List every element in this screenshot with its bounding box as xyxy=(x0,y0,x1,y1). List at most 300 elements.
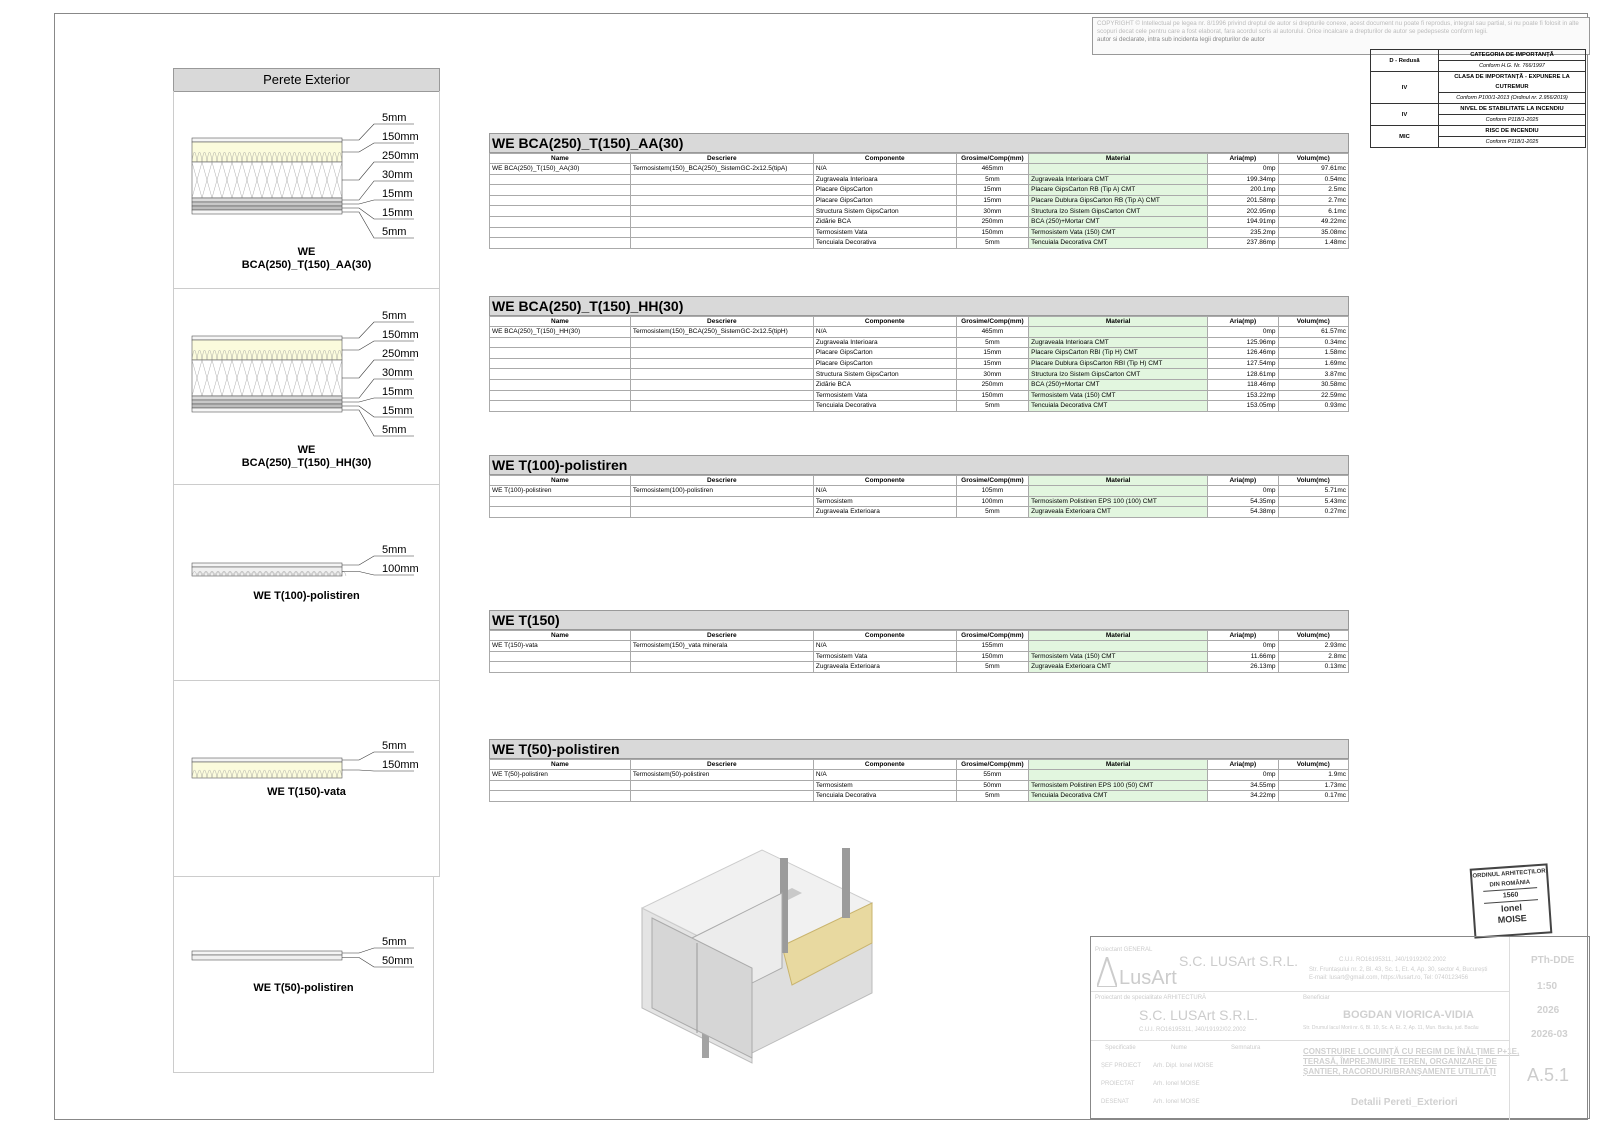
column-header: Grosime/Comp(mm) xyxy=(956,154,1028,164)
tb-beneficiary-addr: Str. Drumul lacul Morii nr. 6, Bl. 10, Sc. A, Et. 2, Ap. 11, Mun. Bacău, jud. Bacău xyxy=(1303,1025,1479,1031)
table-cell: 5mm xyxy=(956,337,1028,348)
wall-type-table-title: WE T(100)-polistiren xyxy=(489,455,1349,475)
leader-line xyxy=(342,406,414,417)
table-cell: 202.95mp xyxy=(1208,206,1278,217)
table-cell: 49.22mc xyxy=(1278,216,1348,227)
table-cell: 34.55mp xyxy=(1208,780,1278,791)
table-cell: 61.57mc xyxy=(1278,327,1348,338)
column-header: Aria(mp) xyxy=(1208,476,1278,486)
table-header-row xyxy=(490,154,1349,164)
tb-project-title: CONSTRUIRE LOCUINȚĂ CU REGIM DE ÎNĂLȚIME P+1E, TERASĂ, ÎMPREJMUIRE TEREN, ORGANIZARE DE ȘANTIER, RACORDURI/BRANȘAMENTE UTILITĂȚI xyxy=(1303,1047,1520,1076)
column-header: Material xyxy=(1029,476,1208,486)
table-row xyxy=(490,216,1349,227)
leader-line xyxy=(342,181,414,200)
table-cell: 1.9mc xyxy=(1278,770,1348,781)
column-header: Material xyxy=(1029,760,1208,770)
table-cell: 50mm xyxy=(956,780,1028,791)
layer-thickness-label: 150mm xyxy=(382,329,419,341)
wall-section-drawing xyxy=(174,681,441,881)
table-row xyxy=(490,651,1349,662)
importance-key: D - Redusă xyxy=(1371,50,1439,72)
table-cell: BCA (250)+Mortar CMT xyxy=(1029,216,1208,227)
tb-role: DESENAT xyxy=(1101,1099,1129,1105)
table-cell xyxy=(630,662,813,673)
column-header: Volum(mc) xyxy=(1278,476,1348,486)
wall-3d-illustration xyxy=(632,848,892,1078)
table-cell xyxy=(630,238,813,249)
table-cell: Placare GipsCarton RBI (Tip H) CMT xyxy=(1029,348,1208,359)
wall-type-table-grid xyxy=(489,630,1349,673)
wall-detail-name xyxy=(174,246,439,272)
importance-ref: Conform P100/1-2013 (Ordinul nr. 2.956/2019) xyxy=(1439,93,1586,104)
table-cell: 55mm xyxy=(956,770,1028,781)
table-cell xyxy=(630,185,813,196)
table-cell: WE T(150)-vata xyxy=(490,641,631,652)
wall-type-table-title: WE T(50)-polistiren xyxy=(489,739,1349,759)
table-cell: Termosistem(100)-polistiren xyxy=(630,486,813,497)
tb-sheet: A.5.1 xyxy=(1527,1065,1570,1085)
table-cell: 155mm xyxy=(956,641,1028,652)
table-cell: Termosistem Vata (150) CMT xyxy=(1029,390,1208,401)
table-cell: 1.73mc xyxy=(1278,780,1348,791)
wall-layer xyxy=(192,955,342,960)
table-cell: Termosistem Vata (150) CMT xyxy=(1029,651,1208,662)
table-cell xyxy=(490,238,631,249)
importance-title: NIVEL DE STABILITATE LA INCENDIU xyxy=(1439,104,1586,115)
table-cell xyxy=(630,651,813,662)
table-cell: 5mm xyxy=(956,401,1028,412)
wall-detail-name-line: BCA(250)_T(150)_HH(30) xyxy=(241,457,372,469)
tb-role-name: Arh. Ionel MOISE xyxy=(1153,1099,1200,1105)
table-cell: Zidărie BCA xyxy=(813,379,956,390)
column-header: Grosime/Comp(mm) xyxy=(956,476,1028,486)
tb-year: 2026 xyxy=(1537,1005,1560,1016)
wall-detail-name-line: WE xyxy=(297,246,316,258)
importance-row xyxy=(1371,72,1586,93)
wall-layer xyxy=(192,758,342,762)
table-cell: 0.13mc xyxy=(1278,662,1348,673)
wall-type-table xyxy=(489,739,1349,802)
layer-thickness-label: 5mm xyxy=(382,936,407,948)
table-cell: Termosistem Vata xyxy=(813,390,956,401)
table-row xyxy=(490,164,1349,175)
importance-key: MIC xyxy=(1371,126,1439,148)
table-header-row xyxy=(490,631,1349,641)
stamp-number: 1560 xyxy=(1483,887,1538,904)
wall-layer xyxy=(192,563,342,567)
table-cell xyxy=(630,348,813,359)
table-cell: 0mp xyxy=(1208,327,1278,338)
table-cell: 201.58mp xyxy=(1208,195,1278,206)
wall-detail-name xyxy=(174,982,433,995)
table-cell: Tencuiala Decorativa xyxy=(813,401,956,412)
table-cell: 2.8mc xyxy=(1278,651,1348,662)
wall-layer xyxy=(192,336,342,340)
column-header: Descriere xyxy=(630,476,813,486)
leader-line xyxy=(342,752,414,760)
table-cell: Zugraveala Exterioara CMT xyxy=(1029,507,1208,518)
table-cell: Termosistem Polistiren EPS 100 (50) CMT xyxy=(1029,780,1208,791)
wall-type-table xyxy=(489,296,1349,412)
table-cell: 128.61mp xyxy=(1208,369,1278,380)
wall-type-table-title: WE BCA(250)_T(150)_AA(30) xyxy=(489,133,1349,153)
table-row xyxy=(490,379,1349,390)
layer-thickness-label: 15mm xyxy=(382,386,413,398)
table-cell xyxy=(490,390,631,401)
table-row xyxy=(490,238,1349,249)
table-cell xyxy=(1029,486,1208,497)
wall-layer xyxy=(192,210,342,214)
importance-row xyxy=(1371,126,1586,137)
column-header: Material xyxy=(1029,631,1208,641)
tb-firm: S.C. LUSArt S.R.L. xyxy=(1179,953,1299,969)
table-cell: N/A xyxy=(813,641,956,652)
importance-row xyxy=(1371,104,1586,115)
tb-phase: PTh-DDE xyxy=(1531,955,1575,966)
wall-layer xyxy=(192,404,342,408)
table-cell xyxy=(630,507,813,518)
leader-line xyxy=(342,948,414,953)
wall-type-table-grid xyxy=(489,759,1349,802)
table-cell: Tencuiala Decorativa xyxy=(813,238,956,249)
table-cell: 194.91mp xyxy=(1208,216,1278,227)
table-row xyxy=(490,780,1349,791)
column-header: Name xyxy=(490,631,631,641)
tb-address: Str. Fruntașului nr. 2, Bl. 43, Sc. 1, Et. 4, Ap. 30, sector 4, București xyxy=(1309,967,1488,973)
wall-layer xyxy=(192,951,342,955)
table-row xyxy=(490,507,1349,518)
layer-thickness-label: 150mm xyxy=(382,131,419,143)
importance-ref: Conform P118/1-2025 xyxy=(1439,137,1586,148)
wall-layer xyxy=(192,396,342,400)
layer-thickness-label: 5mm xyxy=(382,424,407,436)
copyright-text: COPYRIGHT © Intellectual pe legea nr. 8/1996 privind dreptul de autor si drepturile conexe, acest document nu poate fi reprodus, integral sau partial, si nu poate fi folosit in alte scopuri decat cele pentru care a fost elaborat, fara acordul scris al autorului. Orice incalcare a drepturilor de autor se pedepseste conform legii. xyxy=(1097,20,1579,35)
table-cell xyxy=(490,780,631,791)
architect-stamp xyxy=(1470,863,1553,938)
table-cell xyxy=(490,369,631,380)
column-header: Volum(mc) xyxy=(1278,631,1348,641)
table-cell: Termosistem(150)_BCA(250)_SistemGC-2x12.5(tipA) xyxy=(630,164,813,175)
table-cell: 199.34mp xyxy=(1208,174,1278,185)
table-row xyxy=(490,174,1349,185)
table-cell: 5mm xyxy=(956,791,1028,802)
table-cell xyxy=(630,216,813,227)
table-cell: 5mm xyxy=(956,238,1028,249)
table-cell: N/A xyxy=(813,327,956,338)
table-row xyxy=(490,401,1349,412)
table-cell xyxy=(490,496,631,507)
importance-title: CLASA DE IMPORTANȚĂ - EXPUNERE LA CUTREMUR xyxy=(1439,72,1586,93)
table-cell: 30mm xyxy=(956,206,1028,217)
wall-detail-name-line: WE xyxy=(297,444,316,456)
table-cell: 54.38mp xyxy=(1208,507,1278,518)
table-cell: Tencuiala Decorativa CMT xyxy=(1029,791,1208,802)
stamp-line1: ORDINUL ARHITECȚILOR xyxy=(1472,868,1546,880)
leader-line xyxy=(342,124,414,140)
table-cell: WE BCA(250)_T(150)_AA(30) xyxy=(490,164,631,175)
table-cell: 6.1mc xyxy=(1278,206,1348,217)
table-cell: Zugraveala Interioara CMT xyxy=(1029,174,1208,185)
column-header: Componente xyxy=(813,476,956,486)
table-cell: Tencuiala Decorativa CMT xyxy=(1029,401,1208,412)
column-header: Name xyxy=(490,760,631,770)
table-cell: 237.86mp xyxy=(1208,238,1278,249)
column-header: Componente xyxy=(813,317,956,327)
table-cell: 5.43mc xyxy=(1278,496,1348,507)
table-cell xyxy=(630,358,813,369)
table-cell: BCA (250)+Mortar CMT xyxy=(1029,379,1208,390)
column-header: Name xyxy=(490,154,631,164)
leader-line xyxy=(342,212,414,238)
table-row xyxy=(490,327,1349,338)
layer-thickness-label: 250mm xyxy=(382,348,419,360)
table-cell: 15mm xyxy=(956,358,1028,369)
table-cell: 15mm xyxy=(956,195,1028,206)
table-cell: Structura Izo Sistem GipsCarton CMT xyxy=(1029,206,1208,217)
table-cell: 126.46mp xyxy=(1208,348,1278,359)
table-cell: 200.1mp xyxy=(1208,185,1278,196)
table-cell: 2.93mc xyxy=(1278,641,1348,652)
table-cell: 118.46mp xyxy=(1208,379,1278,390)
table-cell xyxy=(630,195,813,206)
tb-role-name: Arh. Ionel MOISE xyxy=(1153,1081,1200,1087)
column-header: Componente xyxy=(813,154,956,164)
table-cell xyxy=(490,651,631,662)
table-cell: Termosistem Vata (150) CMT xyxy=(1029,227,1208,238)
table-header-row xyxy=(490,476,1349,486)
table-cell: 1.58mc xyxy=(1278,348,1348,359)
table-row xyxy=(490,227,1349,238)
title-block xyxy=(1090,936,1590,1119)
layer-thickness-label: 5mm xyxy=(382,112,407,124)
table-row xyxy=(490,358,1349,369)
table-cell: Placare Dublura GipsCarton RBI (Tip H) CMT xyxy=(1029,358,1208,369)
column-header: Descriere xyxy=(630,760,813,770)
table-cell: Placare Dublura GipsCarton RB (Tip A) CMT xyxy=(1029,195,1208,206)
table-row xyxy=(490,195,1349,206)
table-cell xyxy=(490,358,631,369)
leader-line xyxy=(342,200,414,204)
column-header: Material xyxy=(1029,154,1208,164)
importance-table xyxy=(1370,49,1586,148)
table-cell xyxy=(630,379,813,390)
table-cell: 15mm xyxy=(956,348,1028,359)
table-cell: WE BCA(250)_T(150)_HH(30) xyxy=(490,327,631,338)
table-cell: N/A xyxy=(813,770,956,781)
table-cell: 0.17mc xyxy=(1278,791,1348,802)
table-row xyxy=(490,337,1349,348)
table-cell: Termosistem xyxy=(813,496,956,507)
table-cell: 0mp xyxy=(1208,486,1278,497)
layer-thickness-label: 15mm xyxy=(382,188,413,200)
layer-thickness-label: 15mm xyxy=(382,405,413,417)
wall-type-table xyxy=(489,133,1349,249)
table-cell xyxy=(1029,641,1208,652)
table-cell: Zugraveala Interioara CMT xyxy=(1029,337,1208,348)
column-header: Volum(mc) xyxy=(1278,760,1348,770)
wall-detail-cell xyxy=(173,877,434,1073)
tb-drawing-title: Detalii Pereti_Exteriori xyxy=(1351,1097,1458,1108)
table-cell: 5mm xyxy=(956,174,1028,185)
tb-spec-label: Proiectant de specialitate ARHITECTURĂ xyxy=(1095,995,1207,1001)
table-cell: 465mm xyxy=(956,327,1028,338)
table-cell: 0.54mc xyxy=(1278,174,1348,185)
table-cell xyxy=(630,390,813,401)
layer-thickness-label: 5mm xyxy=(382,310,407,322)
wall-type-table xyxy=(489,610,1349,673)
table-cell: Placare GipsCarton xyxy=(813,185,956,196)
column-header: Descriere xyxy=(630,317,813,327)
table-cell: 2.7mc xyxy=(1278,195,1348,206)
layer-thickness-label: 150mm xyxy=(382,759,419,771)
table-cell: Placare GipsCarton xyxy=(813,195,956,206)
table-cell: 150mm xyxy=(956,227,1028,238)
table-cell: 5mm xyxy=(956,507,1028,518)
table-cell xyxy=(490,507,631,518)
tb-name-header: Nume xyxy=(1171,1045,1188,1051)
table-cell xyxy=(490,185,631,196)
table-cell xyxy=(490,379,631,390)
table-cell: 250mm xyxy=(956,379,1028,390)
table-cell: 465mm xyxy=(956,164,1028,175)
column-header: Grosime/Comp(mm) xyxy=(956,631,1028,641)
leader-line xyxy=(342,572,414,576)
table-cell: 1.69mc xyxy=(1278,358,1348,369)
table-cell xyxy=(630,227,813,238)
column-header: Grosime/Comp(mm) xyxy=(956,317,1028,327)
wall-detail-name-line: WE T(50)-polistiren xyxy=(253,982,354,994)
table-cell: Structura Sistem GipsCarton xyxy=(813,206,956,217)
layer-thickness-label: 5mm xyxy=(382,226,407,238)
table-cell: 11.66mp xyxy=(1208,651,1278,662)
table-cell: 0mp xyxy=(1208,641,1278,652)
wall-layer xyxy=(192,198,342,202)
table-cell: 0.27mc xyxy=(1278,507,1348,518)
wall-type-table-grid xyxy=(489,316,1349,412)
table-cell: 97.61mc xyxy=(1278,164,1348,175)
table-cell: 5.71mc xyxy=(1278,486,1348,497)
importance-row xyxy=(1371,50,1586,61)
wall-detail-name-line: BCA(250)_T(150)_AA(30) xyxy=(241,259,372,271)
table-cell: N/A xyxy=(813,486,956,497)
wall-layer xyxy=(192,138,342,142)
layer-thickness-label: 250mm xyxy=(382,150,419,162)
leader-line xyxy=(342,410,414,436)
table-row xyxy=(490,369,1349,380)
table-cell: Termosistem(150)_BCA(250)_SistemGC-2x12.5(tipH) xyxy=(630,327,813,338)
layer-thickness-label: 5mm xyxy=(382,740,407,752)
table-cell: 2.5mc xyxy=(1278,185,1348,196)
leader-line xyxy=(342,162,414,180)
table-cell: Zidărie BCA xyxy=(813,216,956,227)
leader-line xyxy=(342,360,414,378)
table-cell xyxy=(1029,327,1208,338)
table-cell: 150mm xyxy=(956,390,1028,401)
tb-role: PROIECTAT xyxy=(1101,1081,1135,1087)
column-header: Volum(mc) xyxy=(1278,154,1348,164)
table-cell: 0mp xyxy=(1208,164,1278,175)
layer-thickness-label: 50mm xyxy=(382,955,413,967)
layer-thickness-label: 5mm xyxy=(382,544,407,556)
tb-firm2-cui: C.U.I. RO16195311, J40/19192/02.2002 xyxy=(1139,1027,1246,1033)
importance-title: CATEGORIA DE IMPORTANȚĂ xyxy=(1439,50,1586,61)
table-cell: N/A xyxy=(813,164,956,175)
table-cell xyxy=(490,216,631,227)
table-cell xyxy=(490,174,631,185)
column-header: Grosime/Comp(mm) xyxy=(956,760,1028,770)
wall-type-table xyxy=(489,455,1349,518)
tb-role: ȘEF PROIECT xyxy=(1101,1063,1142,1069)
tb-firm-cui: C.U.I. RO16195311, J40/19192/02.2002 xyxy=(1339,957,1446,963)
layer-thickness-label: 30mm xyxy=(382,169,413,181)
lusart-logo-icon xyxy=(1097,957,1117,987)
column-header: Aria(mp) xyxy=(1208,317,1278,327)
tb-spec-header: Specificatie xyxy=(1105,1045,1136,1051)
table-header-row xyxy=(490,760,1349,770)
leader-line xyxy=(342,379,414,398)
table-cell: 30mm xyxy=(956,369,1028,380)
table-cell: Tencuiala Decorativa xyxy=(813,791,956,802)
table-cell: 235.2mp xyxy=(1208,227,1278,238)
importance-key: IV xyxy=(1371,72,1439,104)
wall-detail-name xyxy=(174,590,439,603)
leader-line xyxy=(342,143,414,152)
table-cell: 26.13mp xyxy=(1208,662,1278,673)
table-cell: WE T(100)-polistiren xyxy=(490,486,631,497)
table-cell xyxy=(630,369,813,380)
table-cell: 105mm xyxy=(956,486,1028,497)
table-cell xyxy=(490,662,631,673)
table-row xyxy=(490,185,1349,196)
table-row xyxy=(490,791,1349,802)
tb-logo: LusArt xyxy=(1119,967,1177,989)
wall-type-table-title: WE BCA(250)_T(150)_HH(30) xyxy=(489,296,1349,316)
details-panel xyxy=(173,68,440,994)
column-header: Aria(mp) xyxy=(1208,760,1278,770)
column-header: Aria(mp) xyxy=(1208,154,1278,164)
tb-sign-header: Semnatura xyxy=(1231,1045,1261,1051)
table-cell: 35.08mc xyxy=(1278,227,1348,238)
table-cell xyxy=(1029,164,1208,175)
table-cell xyxy=(490,348,631,359)
table-cell: 34.22mp xyxy=(1208,791,1278,802)
copyright-last-line: autor si declarate, intra sub incidenta legii drepturilor de autor xyxy=(1097,36,1265,43)
wall-detail-name-line: WE T(100)-polistiren xyxy=(253,590,360,602)
table-cell xyxy=(490,206,631,217)
table-cell xyxy=(490,195,631,206)
table-cell xyxy=(490,227,631,238)
leader-line xyxy=(342,341,414,350)
leader-line xyxy=(342,958,414,968)
column-header: Material xyxy=(1029,317,1208,327)
table-cell: WE T(50)-polistiren xyxy=(490,770,631,781)
table-row xyxy=(490,662,1349,673)
importance-ref: Conform P118/1-2025 xyxy=(1439,115,1586,126)
table-row xyxy=(490,770,1349,781)
table-cell: Structura Sistem GipsCarton xyxy=(813,369,956,380)
table-cell: 153.22mp xyxy=(1208,390,1278,401)
stamp-line2: DIN ROMÂNIA xyxy=(1489,879,1531,889)
column-header: Descriere xyxy=(630,631,813,641)
leader-line xyxy=(342,556,414,565)
wall-detail-name xyxy=(174,444,439,470)
table-cell xyxy=(490,401,631,412)
table-cell: 150mm xyxy=(956,651,1028,662)
table-cell xyxy=(490,337,631,348)
wall-type-table-title: WE T(150) xyxy=(489,610,1349,630)
table-cell: Structura Izo Sistem GipsCarton CMT xyxy=(1029,369,1208,380)
table-cell: Placare GipsCarton xyxy=(813,358,956,369)
